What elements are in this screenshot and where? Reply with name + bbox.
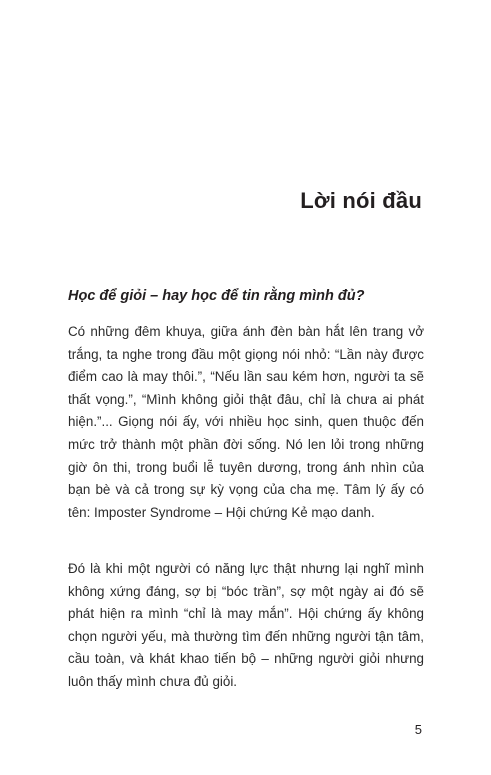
page-number: 5 — [414, 722, 422, 737]
body-paragraph-2: Đó là khi một người có năng lực thật nhưng lại nghĩ mình không xứng đáng, sợ bị “bóc trần”, sợ một ngày ai đó sẽ phát hiện ra mình “chỉ là may mắn”. Hội chứng ấy không chọn người yếu, mà thường tìm đến những người tận tâm, cầu toàn, và khát khao tiến bộ – những người giỏi nhưng luôn thấy mình chưa đủ giỏi. — [68, 561, 424, 689]
section-subtitle: Học để giỏi – hay học để tin rằng mình đủ? — [68, 288, 365, 304]
chapter-title: Lời nói đầu — [300, 188, 422, 213]
body-paragraph-1: Có những đêm khuya, giữa ánh đèn bàn hắt lên trang vở trắng, ta nghe trong đầu một giọng nói nhỏ: “Lần này được điểm cao là may thôi.”, “Nếu lần sau kém hơn, người ta sẽ thất vọng.”, “Mình không giỏi thật đâu, chỉ là chưa ai phát hiện.”... Giọng nói ấy, với nhiều học sinh, quen thuộc đến mức trở thành một phần đời sống. Nó len lỏi trong những giờ ôn thi, trong buổi lễ tuyên dương, trong ánh nhìn của bạn bè và cả trong sự kỳ vọng của cha mẹ. Tâm lý ấy có tên: Imposter Syndrome – Hội chứng Kẻ mạo danh. — [68, 324, 424, 520]
